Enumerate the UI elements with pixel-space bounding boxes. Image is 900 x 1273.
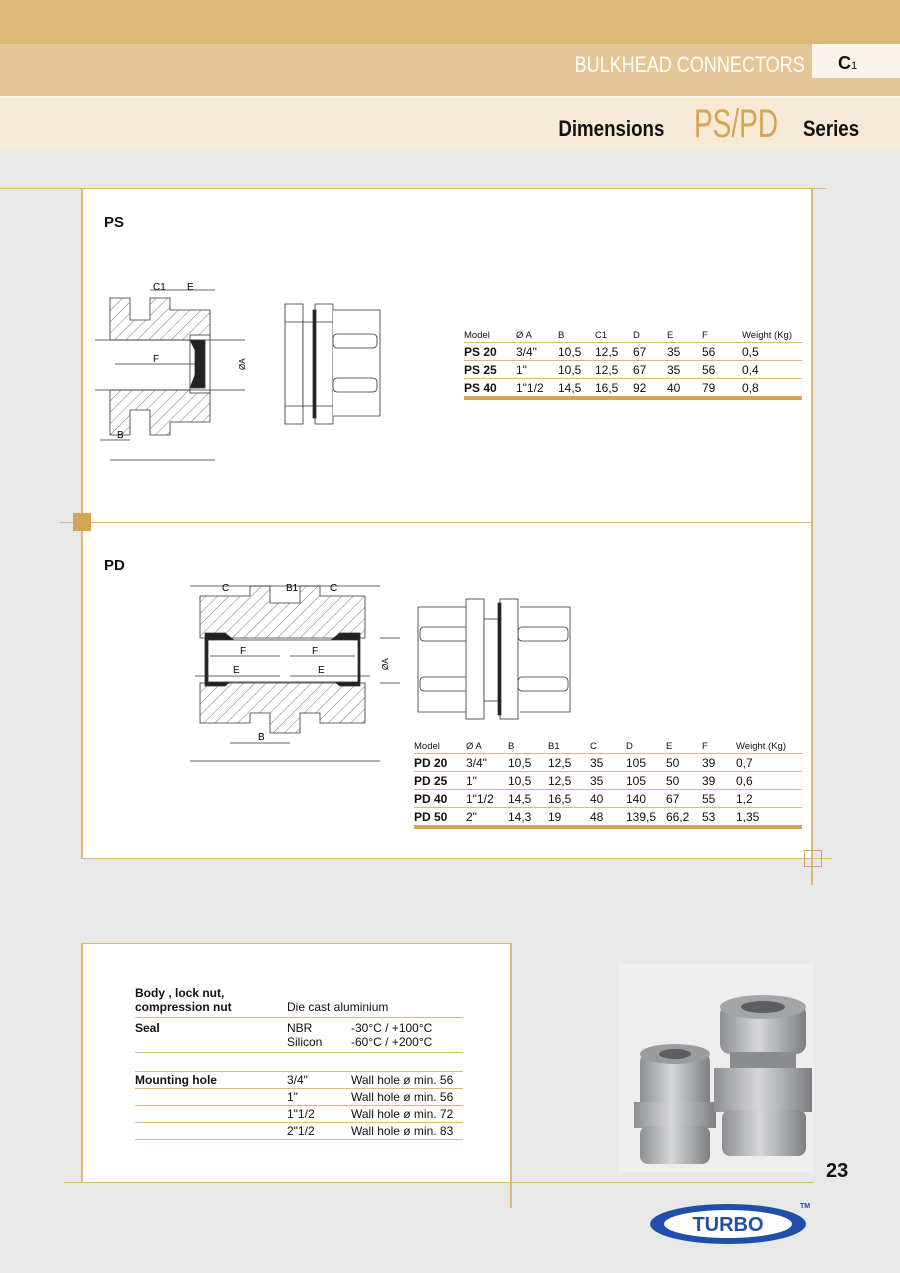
- table-row: PD 20 3/4" 10,5 12,5 35 105 50 39 0,7: [414, 754, 802, 772]
- svg-text:ØA: ØA: [238, 358, 247, 370]
- mounting-row: Mounting hole 3/4" Wall hole ø min. 56: [135, 1072, 463, 1089]
- ps-side-view-drawing: [280, 302, 390, 432]
- subtitle-series: PS/PD: [693, 102, 778, 146]
- svg-text:TM: TM: [800, 1203, 810, 1210]
- page-number: 23: [826, 1160, 849, 1182]
- svg-text:ØA: ØA: [381, 658, 390, 670]
- svg-text:B: B: [117, 430, 124, 441]
- subtitle-prefix: Dimensions: [558, 116, 665, 141]
- table-row: PD 25 1" 10,5 12,5 35 105 50 39 0,6: [414, 772, 802, 790]
- svg-text:B1: B1: [286, 583, 299, 594]
- spacer-row: [135, 1053, 463, 1072]
- table-row: PD 50 2" 14,3 19 48 139,5 66,2 53 1,35: [414, 808, 802, 828]
- svg-text:C: C: [222, 583, 230, 594]
- pd-section-drawing: [190, 578, 405, 768]
- svg-text:F: F: [312, 646, 319, 657]
- table-row: PS 25 1" 10,5 12,5 67 35 56 0,4: [464, 361, 802, 379]
- turbo-logo: [650, 1200, 810, 1246]
- ps-section-drawing: [95, 280, 265, 470]
- pd-side-view-drawing: [410, 597, 580, 727]
- crop-mark: [804, 850, 822, 867]
- chapter-marker: C1: [838, 53, 858, 73]
- ps-dimensions-table: [464, 327, 802, 400]
- svg-text:F: F: [240, 646, 247, 657]
- mounting-row: 1"1/2 Wall hole ø min. 72: [135, 1106, 463, 1123]
- pd-dimensions-table: [414, 738, 802, 829]
- svg-text:C1: C1: [153, 282, 166, 293]
- header-band-top: [0, 0, 900, 44]
- material-row-body: Body , lock nut, compression nut Die cast aluminium: [135, 986, 463, 1018]
- table-row: PS 40 1"1/2 14,5 16,5 92 40 79 0,8: [464, 379, 802, 399]
- materials-table: [135, 986, 463, 1140]
- mounting-row: 1" Wall hole ø min. 56: [135, 1089, 463, 1106]
- pd-label: PD: [104, 557, 125, 574]
- svg-text:B: B: [258, 732, 265, 743]
- svg-text:F: F: [153, 354, 160, 365]
- svg-text:E: E: [187, 282, 194, 293]
- table-header-row: Model Ø A B B1 C D E F Weight (Kg): [414, 738, 802, 754]
- frame-line: [82, 943, 512, 944]
- table-row: PS 20 3/4" 10,5 12,5 67 35 56 0,5: [464, 343, 802, 361]
- material-row-seal: Seal NBR -30°C / +100°C Silicon -60°C / +200°C: [135, 1018, 463, 1053]
- frame-line: [510, 943, 512, 1208]
- frame-line: [811, 188, 813, 885]
- frame-line: [81, 943, 83, 1183]
- mounting-row: 2"1/2 Wall hole ø min. 83: [135, 1123, 463, 1140]
- product-photo: [618, 964, 814, 1172]
- frame-line: [60, 522, 812, 523]
- svg-text:C: C: [330, 583, 338, 594]
- frame-line: [82, 858, 832, 859]
- frame-line: [64, 1182, 814, 1183]
- svg-text:E: E: [233, 665, 240, 676]
- frame-line: [0, 188, 826, 189]
- connector-illustration: [618, 964, 814, 1172]
- table-header-row: Model Ø A B C1 D E F Weight (Kg): [464, 327, 802, 343]
- section-marker-square: [73, 513, 91, 531]
- ps-label: PS: [104, 214, 125, 231]
- page-subtitle: [549, 102, 864, 146]
- svg-text:TURBO: TURBO: [692, 1214, 764, 1236]
- subtitle-suffix: Series: [802, 116, 860, 141]
- svg-text:E: E: [318, 665, 325, 676]
- section-title: BULKHEAD CONNECTORS: [574, 52, 805, 77]
- table-row: PD 40 1"1/2 14,5 16,5 40 140 67 55 1,2: [414, 790, 802, 808]
